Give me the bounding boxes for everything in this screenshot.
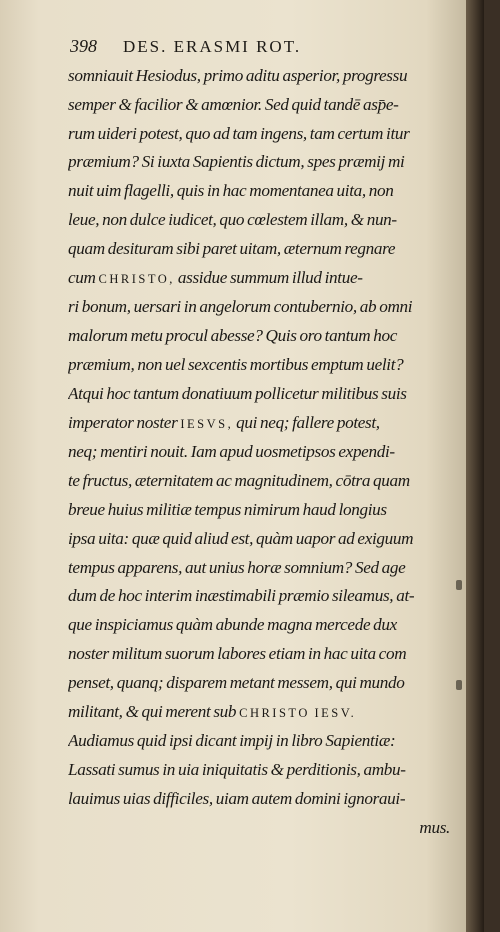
text-run: breue huius militiæ tempus nimirum haud longius: [68, 499, 387, 519]
body-text: [68, 62, 464, 843]
text-run: mus.: [419, 817, 450, 837]
text-run: noster militum suorum labores etiam in hac uita com: [68, 643, 407, 663]
text-run: præmium? Si iuxta Sapientis dictum, spes præmij mi: [68, 152, 405, 172]
text-line: [68, 640, 464, 669]
text-line: [68, 582, 464, 611]
text-line: [68, 611, 464, 640]
text-run: neq; mentiri nouit. Iam apud uosmetipsos expendi-: [68, 442, 395, 462]
text-line: [68, 235, 464, 264]
small-caps-name: CHRISTO,: [98, 271, 175, 286]
text-line: [68, 669, 464, 698]
text-line: [68, 322, 464, 351]
text-line: [68, 177, 464, 206]
text-line: [68, 148, 464, 177]
text-run: imperator noster: [68, 412, 181, 432]
small-caps-name: IESVS,: [180, 416, 234, 431]
text-run: dum de hoc interim inæstimabili præmio sileamus, at-: [68, 586, 415, 606]
text-line: [68, 785, 464, 814]
text-run: leue, non dulce iudicet, quo cœlestem illam, & nun-: [68, 209, 397, 229]
text-line: [68, 293, 464, 322]
text-line: [68, 496, 464, 525]
text-run: rum uideri potest, quo ad tam ingens, tam certum itur: [68, 123, 410, 143]
text-run: qui neq; fallere potest,: [233, 412, 380, 432]
running-title: DES. ERASMI ROT.: [123, 37, 302, 56]
text-run: quam desituram sibi paret uitam, æternum regnare: [68, 238, 396, 258]
margin-mark: [456, 680, 462, 690]
margin-mark: [456, 580, 462, 590]
text-run: Atqui hoc tantum donatiuum pollicetur militibus suis: [68, 383, 407, 403]
text-run: Audiamus quid ipsi dicant impij in libro Sapientiæ:: [68, 731, 396, 751]
text-run: præmium, non uel sexcentis mortibus emptum uelit?: [68, 354, 404, 374]
text-run: que inspiciamus quàm abunde magna mercede dux: [68, 615, 397, 635]
text-line: [68, 698, 464, 728]
text-run: Lassati sumus in uia iniquitatis & perditionis, ambu-: [68, 760, 406, 780]
text-line: [68, 727, 464, 756]
page-gutter-shadow: [466, 0, 484, 932]
text-run: cum: [68, 267, 99, 287]
text-line: [68, 91, 464, 120]
text-line: [68, 756, 464, 785]
text-line: [68, 554, 464, 583]
text-run: tempus apparens, aut unius horæ somnium? Sed age: [68, 557, 406, 577]
text-line: [68, 438, 464, 467]
text-line: [68, 62, 464, 91]
text-line: [68, 525, 464, 554]
text-run: ipsa uita: quæ quid aliud est, quàm uapor ad exiguum: [68, 528, 414, 548]
text-run: assidue summum illud intue-: [174, 267, 363, 287]
text-line: [68, 351, 464, 380]
text-run: lauimus uias difficiles, uiam autem domini ignoraui-: [68, 788, 406, 808]
text-run: malorum metu procul abesse? Quis oro tantum hoc: [68, 326, 398, 346]
text-line: [68, 264, 464, 294]
text-line: [68, 120, 464, 149]
text-run: penset, quanq; disparem metant messem, qui mundo: [68, 672, 405, 692]
text-run: somniauit Hesiodus, primo aditu asperior, progressu: [68, 66, 408, 85]
text-line: [68, 206, 464, 235]
text-run: militant, & qui merent sub: [68, 701, 240, 721]
text-run: nuit uim flagelli, quis in hac momentanea uita, non: [68, 181, 394, 201]
text-run: ri bonum, uersari in angelorum contubernio, ab omni: [68, 297, 413, 317]
text-line: [68, 814, 464, 843]
small-caps-name: CHRISTO IESV.: [239, 705, 357, 720]
text-run: te fructus, æternitatem ac magnitudinem, cōtra quam: [68, 471, 410, 491]
text-line: [68, 409, 464, 439]
text-run: semper & facilior & amœnior. Sed quid tandē asp̄e-: [68, 94, 399, 114]
text-line: [68, 380, 464, 409]
running-header: [70, 36, 420, 57]
page-number: 398: [70, 36, 97, 56]
text-line: [68, 467, 464, 496]
